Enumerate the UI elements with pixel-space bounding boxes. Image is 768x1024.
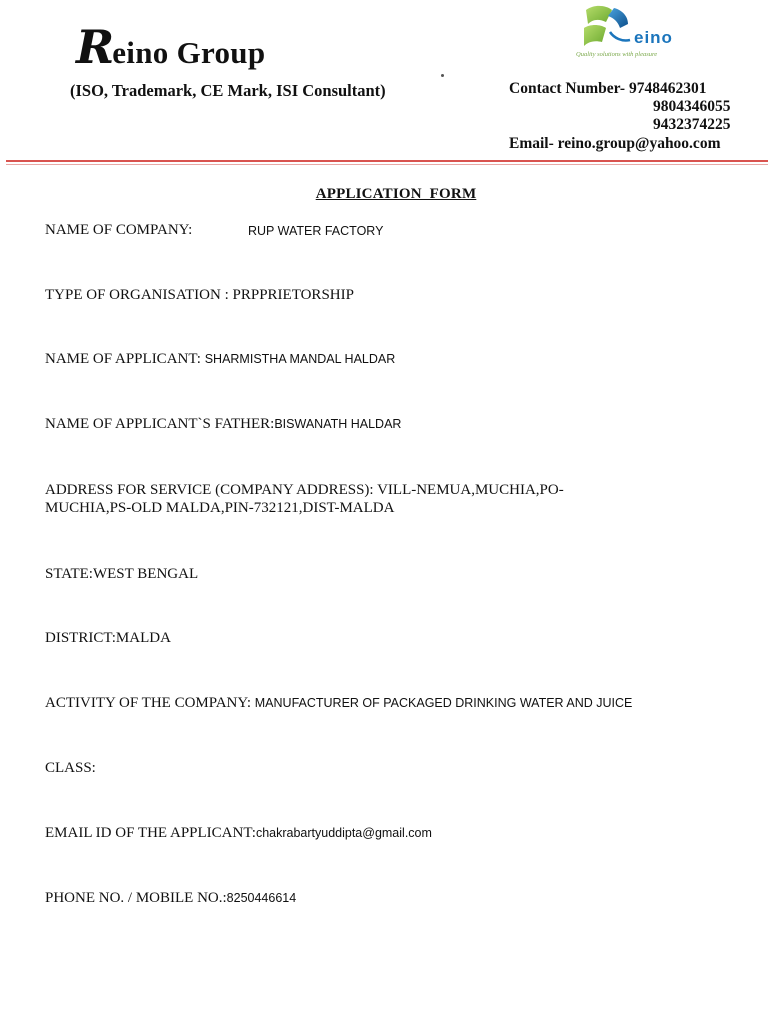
form-title: APPLICATION FORM: [315, 186, 477, 202]
applicant-father-value: BISWANATH HALDAR: [274, 417, 402, 431]
applicant-name-value: SHARMISTHA MANDAL HALDAR: [204, 352, 396, 366]
field-address: [45, 481, 645, 517]
brand-tagline: (ISO, Trademark, CE Mark, ISI Consultant): [70, 81, 386, 100]
stray-mark: [441, 74, 444, 77]
logo-slogan: Quality solutions with pleasure: [576, 51, 658, 58]
applicant-name-label: NAME OF APPLICANT:: [45, 351, 205, 367]
contact-block: [509, 80, 764, 153]
phone-number-3: 9432374225: [653, 116, 731, 133]
header-divider: [6, 160, 768, 162]
organisation-type-label: TYPE OF ORGANISATION :: [45, 287, 233, 303]
state-label: STATE:: [45, 566, 93, 582]
field-email: [45, 824, 685, 842]
brand-initial: R: [76, 20, 113, 74]
brand-name-rest: eino Group: [112, 35, 266, 70]
activity-label: ACTIVITY OF THE COMPANY:: [45, 695, 255, 711]
phone-value: 8250446614: [226, 891, 297, 905]
state-value: WEST BENGAL: [92, 566, 199, 582]
field-state: [45, 565, 685, 583]
company-name-value: RUP WATER FACTORY: [248, 224, 384, 238]
field-applicant-father: [45, 415, 685, 433]
field-activity: [45, 694, 685, 712]
header-divider-shadow: [6, 164, 768, 165]
phone-label: PHONE NO. / MOBILE NO.:: [45, 890, 227, 906]
contact-email-line: Email- reino.group@yahoo.com: [509, 135, 721, 152]
organisation-type-value: PRPPRIETORSHIP: [232, 287, 354, 303]
field-phone: [45, 889, 685, 907]
district-value: MALDA: [115, 630, 171, 646]
field-district: [45, 629, 685, 647]
logo-wordmark: eino: [634, 28, 673, 47]
contact-number-line: Contact Number- 9748462301: [509, 80, 707, 97]
activity-value: MANUFACTURER OF PACKAGED DRINKING WATER AND JUICE: [254, 696, 633, 710]
class-label: CLASS:: [45, 760, 96, 776]
applicant-father-label: NAME OF APPLICANT`S FATHER:: [45, 416, 275, 432]
phone-number-2: 9804346055: [653, 98, 731, 115]
field-organisation-type: [45, 286, 685, 304]
district-label: DISTRICT:: [45, 630, 116, 646]
address-label: ADDRESS FOR SERVICE (COMPANY ADDRESS):: [45, 482, 378, 498]
brand-name: [76, 20, 266, 74]
email-label: EMAIL ID OF THE APPLICANT:: [45, 825, 256, 841]
company-name-label: NAME OF COMPANY:: [45, 222, 193, 238]
field-applicant-name: [45, 350, 685, 368]
address-value: VILL-NEMUA,MUCHIA,PO-MUCHIA,PS-OLD MALDA,PIN-732121,DIST-MALDA: [45, 482, 564, 516]
field-class: [45, 759, 685, 777]
email-value: chakrabartyuddipta@gmail.com: [255, 826, 432, 840]
reino-logo-icon: [572, 2, 752, 58]
